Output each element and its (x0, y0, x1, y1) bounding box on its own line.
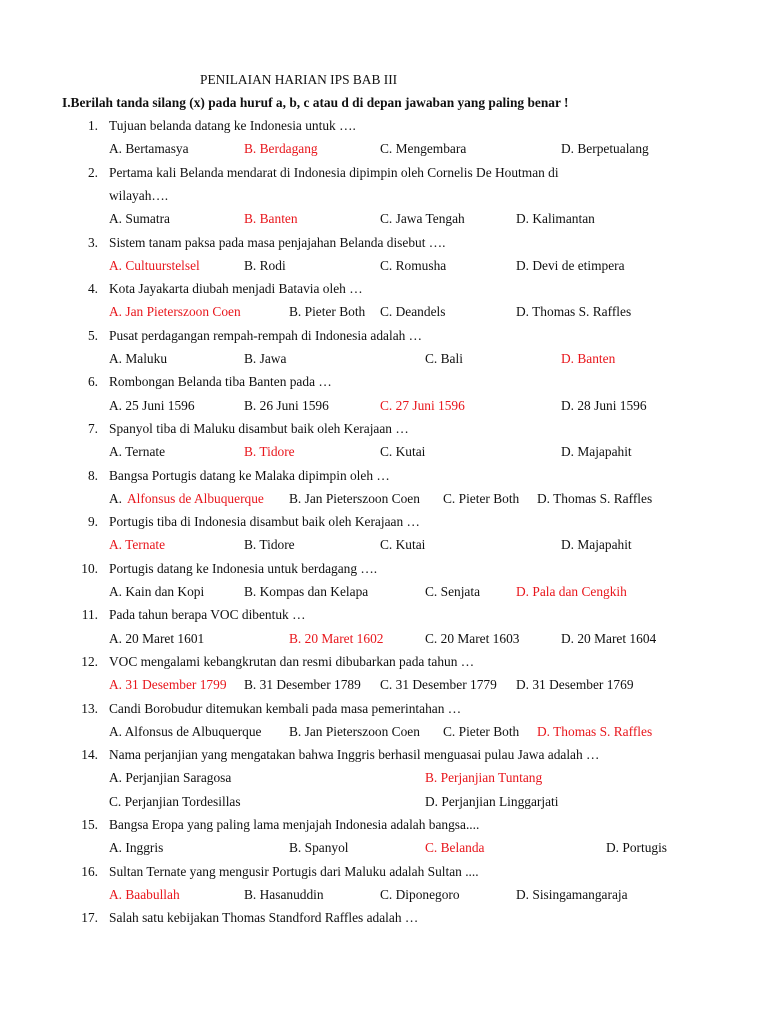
answer-option: A. 31 Desember 1799 (109, 677, 227, 693)
answer-option: B. Spanyol (289, 840, 349, 856)
answer-option: C. Mengembara (380, 141, 467, 157)
question-number: 5. (87, 327, 98, 343)
answer-option: B. Perjanjian Tuntang (425, 770, 543, 786)
question-number: 4. (87, 281, 98, 297)
question-number: 8. (87, 467, 98, 483)
answer-option: C. Belanda (425, 840, 485, 856)
answer-option: C. Pieter Both (443, 723, 520, 739)
answer-option: A. Bertamasya (109, 141, 189, 157)
answer-option: A. Ternate (109, 537, 166, 553)
answer-option: D. Thomas S. Raffles (516, 304, 632, 320)
question-text: Salah satu kebijakan Thomas Standford Raffles adalah … (109, 910, 419, 926)
answer-option: A. Perjanjian Saragosa (109, 770, 232, 786)
question-text: wilayah…. (109, 187, 169, 203)
answer-option: B. Pieter Both (289, 304, 366, 320)
answer-option: A. Cultuurstelsel (109, 257, 200, 273)
question-number: 3. (87, 234, 98, 250)
question-text: Sultan Ternate yang mengusir Portugis dari Maluku adalah Sultan .... (109, 863, 479, 879)
answer-option: A. Jan Pieterszoon Coen (109, 304, 241, 320)
question-text: Portugis tiba di Indonesia disambut baik oleh Kerajaan … (109, 514, 420, 530)
answer-option: C. 20 Maret 1603 (425, 630, 520, 646)
question-number: 6. (87, 374, 98, 390)
answer-option: B. 26 Juni 1596 (244, 397, 329, 413)
question-text: Pada tahun berapa VOC dibentuk … (109, 607, 306, 623)
answer-option: C. 31 Desember 1779 (380, 677, 497, 693)
answer-option: A. Kain dan Kopi (109, 584, 205, 599)
instruction-text: I.Berilah tanda silang (x) pada huruf a, b, c atau d di depan jawaban yang paling benar ! (62, 95, 569, 110)
question-number: 9. (87, 514, 98, 530)
answer-option: A. Sumatra (109, 211, 170, 227)
question-text: Kota Jayakarta diubah menjadi Batavia oleh … (109, 281, 363, 297)
answer-option: B. Kompas dan Kelapa (244, 584, 369, 599)
answer-option: A. Alfonsus de Albuquerque (109, 723, 262, 739)
question-number: 17. (81, 910, 98, 926)
question-text: Pertama kali Belanda mendarat di Indonesia dipimpin oleh Cornelis De Houtman di (109, 164, 559, 180)
question-text: Rombongan Belanda tiba Banten pada … (109, 374, 332, 390)
answer-option: B. Rodi (244, 257, 286, 273)
answer-option: A. 20 Maret 1601 (109, 630, 205, 646)
answer-option: D. 28 Juni 1596 (561, 397, 647, 413)
answer-option: C. Kutai (380, 444, 426, 460)
answer-option: Alfonsus de Albuquerque (127, 490, 264, 506)
answer-option: C. Senjata (425, 584, 481, 599)
question-number: 11. (81, 607, 98, 623)
answer-option: C. Deandels (380, 304, 446, 320)
answer-option: A. Inggris (109, 840, 164, 856)
question-text: Tujuan belanda datang ke Indonesia untuk …. (109, 118, 356, 133)
answer-option: A. Maluku (109, 351, 168, 366)
answer-option: B. Tidore (244, 444, 295, 460)
answer-option: C. Diponegoro (380, 886, 460, 902)
answer-option: D. Majapahit (561, 537, 632, 553)
answer-option: C. Perjanjian Tordesillas (109, 793, 241, 809)
answer-option: D. Sisingamangaraja (516, 886, 628, 902)
answer-option: C. Romusha (380, 257, 447, 273)
answer-option: D. Berpetualang (561, 141, 649, 157)
answer-option: C. Pieter Both (443, 490, 520, 506)
question-number: 12. (81, 653, 98, 669)
question-number: 10. (81, 560, 98, 576)
answer-option: A. (109, 490, 123, 506)
answer-option: D. Perjanjian Linggarjati (425, 793, 559, 809)
answer-option: C. Kutai (380, 537, 426, 553)
answer-option: D. Banten (561, 351, 616, 366)
answer-option: A. 25 Juni 1596 (109, 397, 195, 413)
answer-option: C. Bali (425, 351, 463, 366)
answer-option: B. Hasanuddin (244, 886, 324, 902)
answer-option: D. Portugis (606, 840, 668, 856)
answer-option: D. Thomas S. Raffles (537, 490, 653, 506)
question-text: Bangsa Portugis datang ke Malaka dipimpin oleh … (109, 467, 390, 483)
answer-option: A. Baabullah (109, 886, 180, 902)
question-number: 16. (81, 863, 98, 879)
answer-option: A. Ternate (109, 444, 166, 460)
question-text: VOC mengalami kebangkrutan dan resmi dibubarkan pada tahun … (109, 653, 475, 669)
answer-option: B. Jawa (244, 351, 287, 366)
question-number: 1. (87, 118, 98, 133)
answer-option: D. Pala dan Cengkih (516, 584, 627, 599)
answer-option: D. 31 Desember 1769 (516, 677, 634, 693)
answer-option: D. 20 Maret 1604 (561, 630, 657, 646)
question-text: Candi Borobudur ditemukan kembali pada masa pemerintahan … (109, 700, 462, 716)
answer-option: D. Devi de etimpera (516, 257, 625, 273)
question-text: Bangsa Eropa yang paling lama menjajah Indonesia adalah bangsa.... (109, 817, 480, 832)
answer-option: B. Tidore (244, 537, 295, 553)
question-text: Spanyol tiba di Maluku disambut baik oleh Kerajaan … (109, 420, 409, 436)
answer-option: B. Jan Pieterszoon Coen (289, 723, 420, 739)
answer-option: B. 31 Desember 1789 (244, 677, 361, 693)
question-number: 13. (81, 700, 98, 716)
question-text: Nama perjanjian yang mengatakan bahwa Inggris berhasil menguasai pulau Jawa adalah … (109, 747, 600, 763)
answer-option: B. Banten (244, 211, 298, 227)
question-text: Portugis datang ke Indonesia untuk berdagang …. (109, 560, 378, 576)
question-text: Pusat perdagangan rempah-rempah di Indonesia adalah … (109, 327, 423, 343)
page-title: PENILAIAN HARIAN IPS BAB III (200, 72, 398, 87)
answer-option: C. 27 Juni 1596 (380, 397, 465, 413)
question-text: Sistem tanam paksa pada masa penjajahan Belanda disebut …. (109, 234, 446, 250)
answer-option: B. Berdagang (244, 141, 318, 157)
answer-option: D. Majapahit (561, 444, 632, 460)
answer-option: B. Jan Pieterszoon Coen (289, 490, 420, 506)
answer-option: B. 20 Maret 1602 (289, 630, 384, 646)
answer-option: C. Jawa Tengah (380, 211, 465, 227)
question-number: 2. (87, 164, 98, 180)
answer-option: D. Kalimantan (516, 211, 595, 227)
question-number: 7. (87, 420, 98, 436)
answer-option: D. Thomas S. Raffles (537, 723, 653, 739)
question-number: 14. (81, 747, 98, 763)
question-number: 15. (81, 817, 98, 832)
